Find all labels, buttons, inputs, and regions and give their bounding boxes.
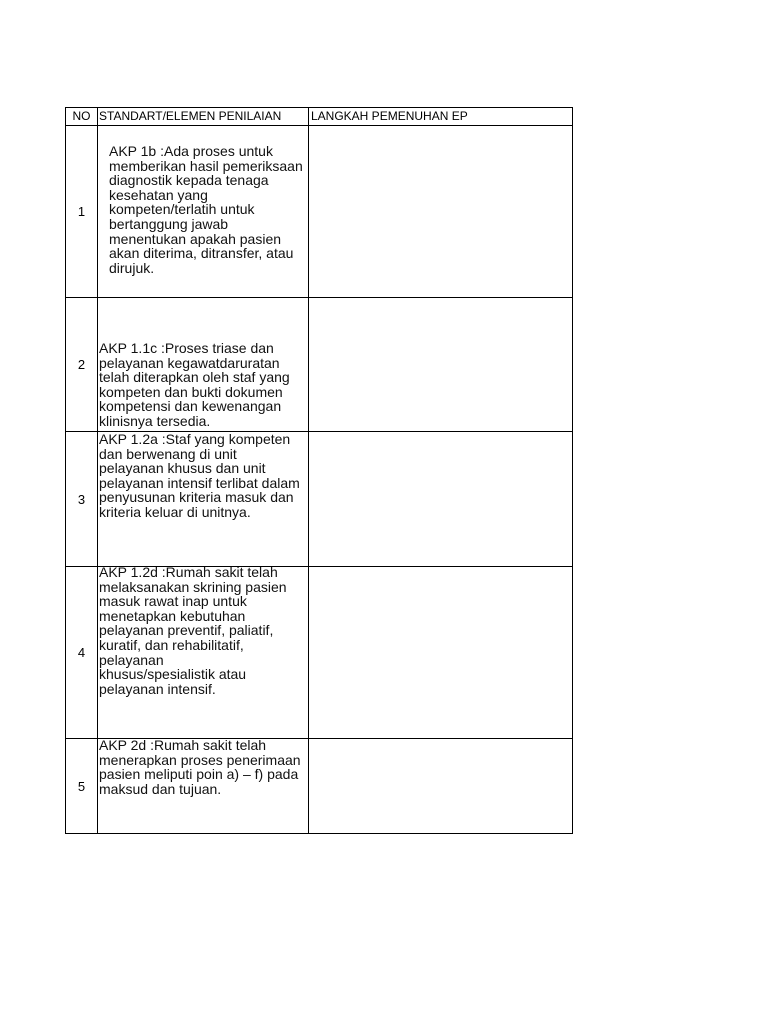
header-standard-label: STANDART/ELEMEN PENILAIAN xyxy=(99,109,282,123)
standard-line: AKP 1.1c :Proses triase dan xyxy=(99,340,274,356)
standard-line: kompeten/terlatih untuk xyxy=(109,201,255,218)
standard-line: kriteria keluar di unitnya. xyxy=(99,503,251,520)
row-number: 5 xyxy=(77,778,86,794)
row-number: 1 xyxy=(77,204,86,219)
standard-line: khusus/spesialistik atau xyxy=(99,666,247,683)
steps-cell xyxy=(309,567,573,739)
standard-line: pelayanan intensif terlibat dalam xyxy=(99,474,300,491)
standard-line: pelayanan preventif, paliatif, xyxy=(99,622,274,639)
steps-cell xyxy=(309,126,573,298)
row-number: 4 xyxy=(77,645,86,660)
standard-line: pelayanan xyxy=(99,651,164,668)
standard-line: kompetensi dan kewenangan xyxy=(99,398,282,415)
steps-cell xyxy=(309,432,573,567)
standard-line: pelayanan kegawatdaruratan xyxy=(99,354,280,371)
standard-line: pasien meliputi poin a) – f) pada xyxy=(99,766,299,783)
standard-line: menetapkan kebutuhan xyxy=(99,607,246,624)
header-no-label: NO xyxy=(72,109,91,123)
standard-line: kuratif, dan rehabilitatif, xyxy=(99,636,244,653)
row-number-cell xyxy=(66,298,98,432)
row-number-cell xyxy=(66,126,98,298)
standard-line: menerapkan proses penerimaan xyxy=(99,751,301,768)
standard-line: akan diterima, ditransfer, atau xyxy=(109,245,294,262)
row-number: 2 xyxy=(77,357,86,372)
standard-cell xyxy=(98,432,309,567)
standard-line: masuk rawat inap untuk xyxy=(99,593,247,610)
standard-cell xyxy=(98,298,309,432)
standard-line: memberikan hasil pemeriksaan xyxy=(109,157,303,174)
row-number: 3 xyxy=(77,491,86,507)
standard-line: pelayanan khusus dan unit xyxy=(99,460,266,477)
header-cell-no xyxy=(66,108,98,126)
assessment-table xyxy=(65,107,573,834)
row-number-cell xyxy=(66,567,98,739)
standard-line: klinisnya tersedia. xyxy=(99,412,211,429)
standard-text xyxy=(99,341,290,429)
standard-line: melaksanakan skrining pasien xyxy=(99,578,287,595)
standard-cell xyxy=(98,739,309,834)
standard-line: maksud dan tujuan. xyxy=(99,780,222,797)
standard-line: bertanggung jawab xyxy=(109,215,229,232)
standard-line: penyusunan kriteria masuk dan xyxy=(99,489,294,506)
standard-line: AKP 1.2d :Rumah sakit telah xyxy=(99,564,278,580)
standard-line: diagnostik kepada tenaga xyxy=(109,172,269,189)
standard-line: dan berwenang di unit xyxy=(99,445,237,462)
header-cell-standard xyxy=(98,108,309,126)
standard-line: dirujuk. xyxy=(109,259,155,276)
standard-text xyxy=(99,565,287,696)
standard-line: AKP 1b :Ada proses untuk xyxy=(109,143,273,159)
standard-text xyxy=(99,432,300,520)
steps-cell xyxy=(309,298,573,432)
standard-cell xyxy=(98,126,309,298)
row-number-cell xyxy=(66,432,98,567)
standard-line: kompeten dan bukti dokumen xyxy=(99,383,283,400)
steps-cell xyxy=(309,739,573,834)
standard-text xyxy=(99,738,301,796)
standard-line: kesehatan yang xyxy=(109,186,208,203)
standard-line: menentukan apakah pasien xyxy=(109,230,282,247)
standard-line: telah diterapkan oleh staf yang xyxy=(99,369,290,386)
standard-line: AKP 2d :Rumah sakit telah xyxy=(99,737,267,753)
standard-cell xyxy=(98,564,309,739)
header-steps-label: LANGKAH PEMENUHAN EP xyxy=(311,109,468,123)
standard-text xyxy=(109,144,303,275)
header-cell-steps xyxy=(309,108,573,126)
row-number-cell xyxy=(66,739,98,834)
standard-line: pelayanan intensif. xyxy=(99,680,216,697)
standard-line: AKP 1.2a :Staf yang kompeten xyxy=(99,431,291,447)
